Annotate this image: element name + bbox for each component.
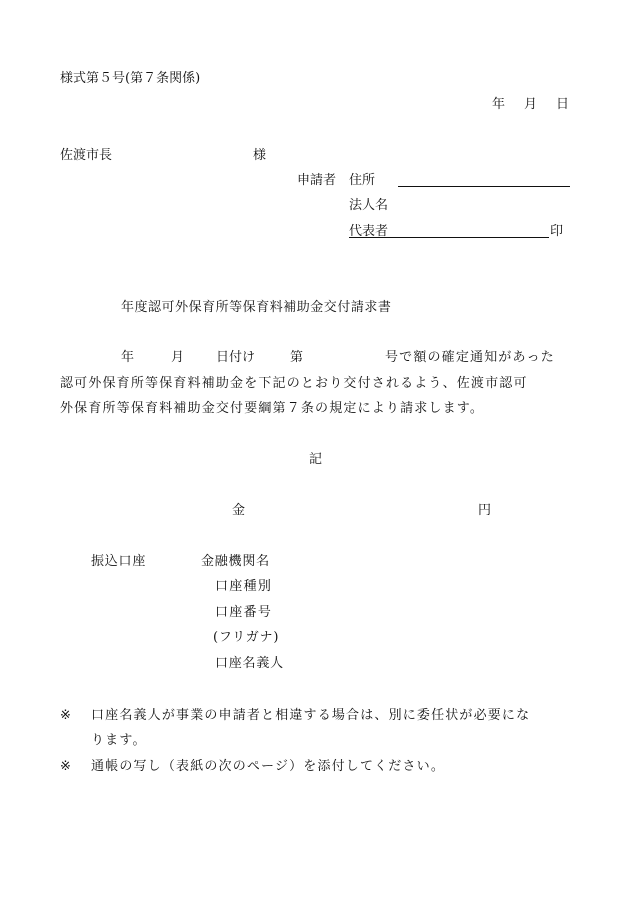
bank-furigana-label: (フリガナ) — [213, 630, 280, 645]
body-year: 年 — [121, 350, 135, 365]
addressee-name: 佐渡市長 — [60, 148, 113, 163]
amount-label: 金 — [232, 503, 246, 518]
document-title: 年度認可外保育所等保育料補助金交付請求書 — [121, 300, 392, 315]
note-2-line1: 通帳の写し（表紙の次のページ）を添付してください。 — [91, 759, 445, 774]
seal-mark: 印 — [550, 224, 564, 239]
body-line2: 認可外保育所等保育料補助金を下記のとおり交付されるよう、佐渡市認可 — [60, 376, 528, 391]
body-line1-rest: 号で額の確定通知があった — [385, 350, 555, 365]
bank-institution-label: 金融機関名 — [201, 554, 270, 569]
date-month: 月 — [524, 97, 538, 112]
bank-account-type-label: 口座種別 — [215, 579, 273, 594]
body-line3: 外保育所等保育料補助金交付要綱第７条の規定により請求します。 — [60, 401, 485, 416]
note-2-mark: ※ — [60, 759, 73, 774]
body-month: 月 — [171, 350, 185, 365]
address-label: 住所 — [349, 173, 376, 188]
applicant-label: 申請者 — [297, 173, 337, 188]
form-number: 様式第５号(第７条関係) — [60, 71, 201, 86]
amount-unit: 円 — [478, 503, 492, 518]
note-1-line2: ります。 — [91, 733, 147, 748]
body-no: 第 — [290, 350, 304, 365]
bank-account-number-label: 口座番号 — [215, 605, 273, 620]
addressee-honorific: 様 — [253, 148, 267, 163]
bank-heading: 振込口座 — [91, 554, 147, 569]
representative-field[interactable] — [349, 237, 549, 238]
ki-heading: 記 — [309, 452, 323, 467]
address-field[interactable] — [398, 186, 570, 187]
date-year: 年 — [492, 97, 506, 112]
note-1-mark: ※ — [60, 708, 73, 723]
representative-label: 代表者 — [349, 224, 389, 239]
bank-holder-label: 口座名義人 — [215, 656, 284, 671]
date-day: 日 — [556, 97, 570, 112]
corp-name-label: 法人名 — [349, 198, 389, 213]
note-1-line1: 口座名義人が事業の申請者と相違する場合は、別に委任状が必要にな — [91, 708, 531, 723]
body-dated: 日付け — [216, 350, 256, 365]
